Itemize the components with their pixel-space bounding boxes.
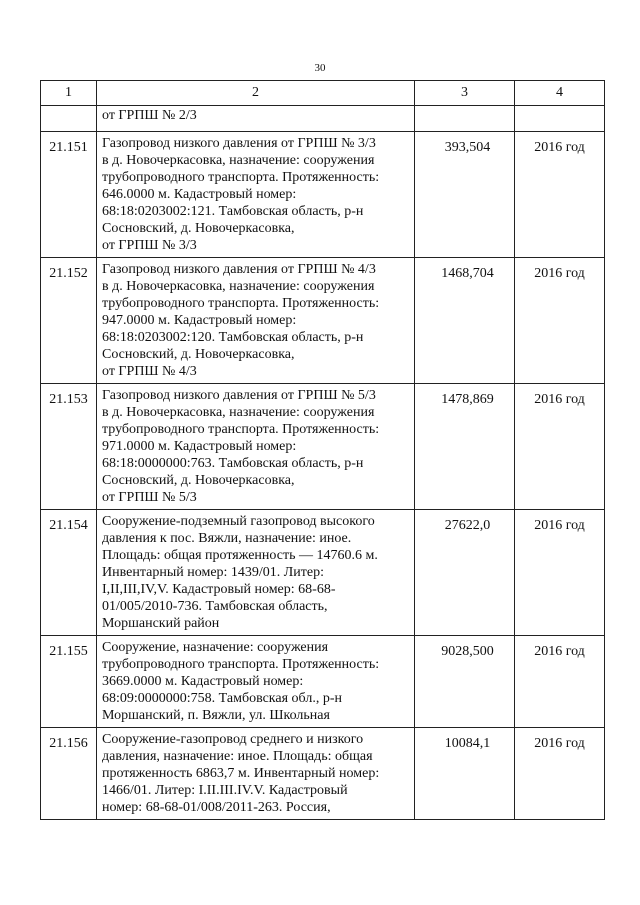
description-line: давления, назначение: иное. Площадь: общая (102, 749, 373, 764)
description-line: Инвентарный номер: 1439/01. Литер: (102, 565, 325, 580)
row-year: 2016 год (515, 258, 605, 384)
description-line: трубопроводного транспорта. Протяженность: (102, 170, 380, 185)
row-year: 2016 год (515, 132, 605, 258)
row-value: 1478,869 (415, 384, 515, 510)
row-number (41, 106, 97, 132)
row-number: 21.156 (41, 728, 97, 820)
row-year: 2016 год (515, 510, 605, 636)
description-line: 1466/01. Литер: I.II.III.IV.V. Кадастровый (102, 783, 348, 798)
registry-body (41, 106, 605, 820)
page-number: 30 (314, 62, 326, 74)
row-year: 2016 год (515, 384, 605, 510)
row-value (415, 106, 515, 132)
header-col-1: 1 (41, 81, 97, 106)
row-year: 2016 год (515, 728, 605, 820)
row-number: 21.151 (41, 132, 97, 258)
description-line: 947.0000 м. Кадастровый номер: (102, 313, 297, 328)
table-row (41, 728, 605, 820)
description-line: от ГРПШ № 2/3 (102, 108, 197, 123)
description-line: Площадь: общая протяженность — 14760.6 м. (102, 548, 378, 563)
table-row (41, 384, 605, 510)
description-line: трубопроводного транспорта. Протяженность: (102, 296, 380, 311)
description-line: 01/005/2010-736. Тамбовская область, (102, 599, 328, 614)
row-number: 21.154 (41, 510, 97, 636)
row-description (97, 258, 415, 384)
row-description (97, 384, 415, 510)
description-line: Моршанский район (102, 616, 220, 631)
registry-table (40, 80, 605, 820)
description-line: Сосновский, д. Новочеркасовка, (102, 347, 295, 362)
description-line: 68:18:0203002:121. Тамбовская область, р-н (102, 204, 364, 219)
description-line: 68:18:0000000:763. Тамбовская область, р-н (102, 456, 364, 471)
description-line: протяженность 6863,7 м. Инвентарный номер: (102, 766, 380, 781)
description-line: Сосновский, д. Новочеркасовка, (102, 473, 295, 488)
description-line: в д. Новочеркасовка, назначение: сооружения (102, 153, 375, 168)
row-number: 21.152 (41, 258, 97, 384)
description-line: трубопроводного транспорта. Протяженность: (102, 657, 380, 672)
description-line: I,II,III,IV,V. Кадастровый номер: 68-68- (102, 582, 336, 597)
description-line: номер: 68-68-01/008/2011-263. Россия, (102, 800, 331, 815)
description-line: Газопровод низкого давления от ГРПШ № 4/3 (102, 262, 376, 277)
row-value: 27622,0 (415, 510, 515, 636)
row-description (97, 106, 415, 132)
description-line: 971.0000 м. Кадастровый номер: (102, 439, 297, 454)
row-description (97, 510, 415, 636)
table-row (41, 258, 605, 384)
header-col-3: 3 (415, 81, 515, 106)
description-line: 646.0000 м. Кадастровый номер: (102, 187, 297, 202)
description-line: в д. Новочеркасовка, назначение: сооружения (102, 405, 375, 420)
row-year (515, 106, 605, 132)
row-value: 1468,704 (415, 258, 515, 384)
header-row (41, 81, 605, 106)
description-line: от ГРПШ № 5/3 (102, 490, 197, 505)
table-row (41, 636, 605, 728)
description-line: Моршанский, п. Вяжли, ул. Школьная (102, 708, 330, 723)
description-line: в д. Новочеркасовка, назначение: сооружения (102, 279, 375, 294)
description-line: Газопровод низкого давления от ГРПШ № 3/3 (102, 136, 376, 151)
row-description (97, 728, 415, 820)
description-line: от ГРПШ № 3/3 (102, 238, 197, 253)
description-line: Сооружение-подземный газопровод высокого (102, 514, 375, 529)
description-line: 3669.0000 м. Кадастровый номер: (102, 674, 304, 689)
header-col-4: 4 (515, 81, 605, 106)
row-value: 10084,1 (415, 728, 515, 820)
description-line: от ГРПШ № 4/3 (102, 364, 197, 379)
row-number: 21.153 (41, 384, 97, 510)
description-line: 68:18:0203002:120. Тамбовская область, р-н (102, 330, 364, 345)
row-description (97, 636, 415, 728)
table-row (41, 132, 605, 258)
row-year: 2016 год (515, 636, 605, 728)
row-number: 21.155 (41, 636, 97, 728)
table-row (41, 510, 605, 636)
continuation-row (41, 106, 605, 132)
description-line: Сооружение-газопровод среднего и низкого (102, 732, 364, 747)
description-line: трубопроводного транспорта. Протяженность: (102, 422, 380, 437)
description-line: давления к пос. Вяжли, назначение: иное. (102, 531, 352, 546)
description-line: Сооружение, назначение: сооружения (102, 640, 329, 655)
row-value: 393,504 (415, 132, 515, 258)
description-line: Газопровод низкого давления от ГРПШ № 5/3 (102, 388, 376, 403)
description-line: Сосновский, д. Новочеркасовка, (102, 221, 295, 236)
header-col-2: 2 (97, 81, 415, 106)
row-value: 9028,500 (415, 636, 515, 728)
description-line: 68:09:0000000:758. Тамбовская обл., р-н (102, 691, 342, 706)
row-description (97, 132, 415, 258)
